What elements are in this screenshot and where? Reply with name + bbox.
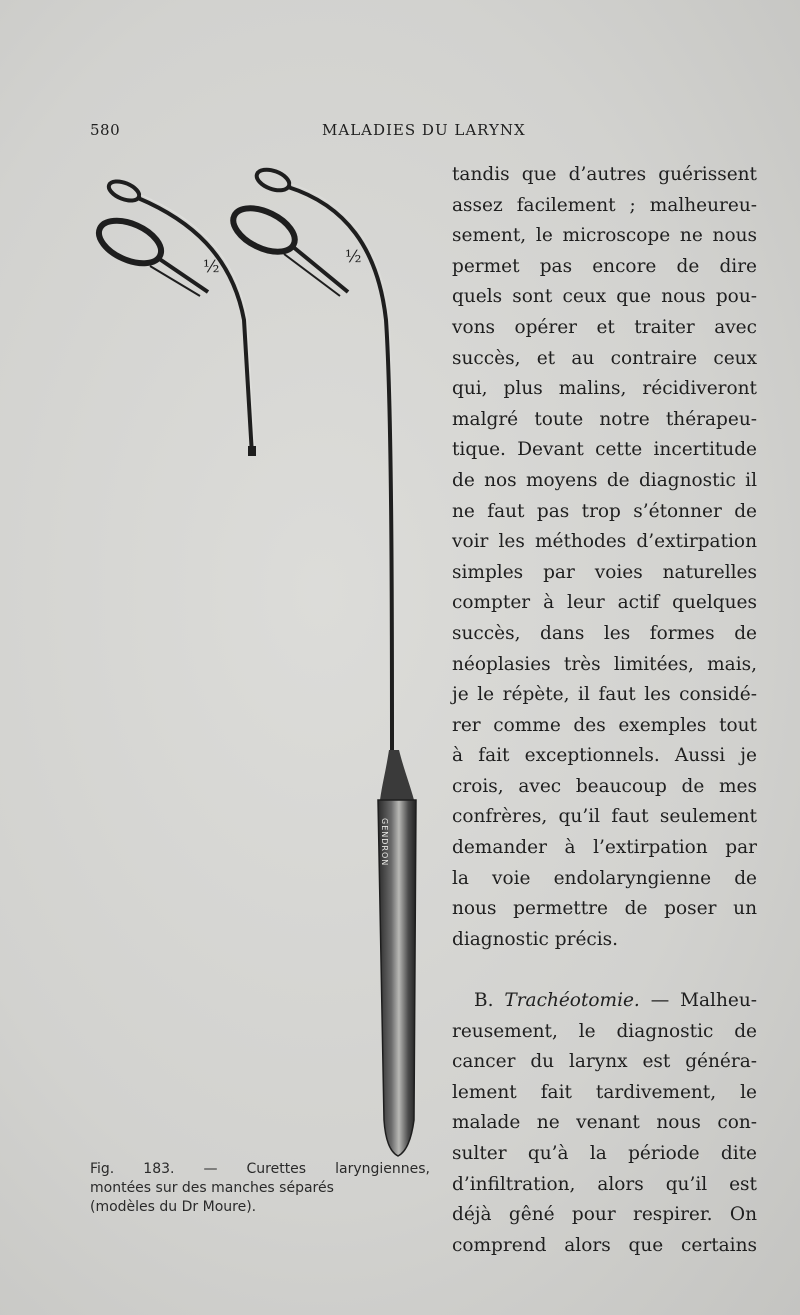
scale-label-large: ½ (345, 247, 362, 267)
text-line: tique. Devant cette incertitude (452, 439, 757, 461)
section-letter: B. (474, 990, 505, 1012)
text-line: vons opérer et traiter avec (452, 316, 757, 338)
text-line: cancer du larynx est généra- (452, 1051, 757, 1073)
paragraph-2 (452, 1017, 757, 1262)
text-line: diagnostic précis. (452, 928, 619, 950)
text-line: assez facilement ; malheureu- (452, 194, 757, 216)
text-line: sulter qu’à la période dite (452, 1143, 757, 1164)
text-line: malgré toute notre thérapeu- (452, 408, 757, 430)
text-line: permet pas encore de dire (452, 255, 757, 277)
section-heading: Trachéotomie. (504, 990, 640, 1012)
text-line: succès, et au contraire ceux (452, 347, 757, 369)
text-line: lement fait tardivement, le (452, 1081, 757, 1103)
caption-line: Fig. 183. — Curettes laryngiennes, (90, 1161, 430, 1177)
text-line: malade ne venant nous con- (452, 1112, 757, 1134)
large-curette (254, 166, 416, 1156)
text-line: compter à leur actif quelques (452, 592, 757, 614)
text-line: d’infiltration, alors qu’il est (452, 1173, 757, 1195)
text-line: comprend alors que certains (452, 1234, 757, 1256)
text-line: reusement, le diagnostic de (452, 1020, 757, 1042)
text-line: de nos moyens de diagnostic il (452, 469, 757, 491)
caption-line: montées sur des manches séparés (90, 1180, 334, 1196)
body-text (452, 160, 757, 1261)
text-line: quels sont ceux que nous pou- (452, 286, 757, 308)
paragraph-1 (452, 160, 757, 955)
text-line: néoplasies très limitées, mais, (452, 653, 757, 675)
text-line: rer comme des exemples tout (452, 714, 757, 736)
small-curette-detail-loop (93, 212, 208, 296)
text-line: crois, avec beaucoup de mes (452, 775, 757, 797)
text-line: déjà gêné pour respirer. On (452, 1204, 757, 1226)
text-line: à fait exceptionnels. Aussi je (452, 745, 757, 767)
figure-caption (90, 1160, 430, 1217)
heading-continuation: — Malheu- (639, 990, 758, 1012)
text-line: nous permettre de poser un (452, 898, 757, 920)
running-head: MALADIES DU LARYNX (322, 121, 526, 139)
text-line: qui, plus malins, récidiveront (452, 378, 757, 400)
text-line: sement, le microscope ne nous (452, 225, 757, 247)
text-line: tandis que d’autres guérissent (452, 164, 757, 185)
text-line: simples par voies naturelles (452, 561, 757, 583)
text-line: voir les méthodes d’extirpation (452, 531, 757, 553)
page-number: 580 (90, 121, 121, 139)
paragraph-2-first-line (452, 986, 757, 1017)
text-line: la voie endolaryngienne de (452, 867, 757, 889)
large-curette-detail-loop (226, 199, 348, 296)
text-line: confrères, qu’il faut seulement (452, 806, 757, 828)
caption-line: (modèles du Dr Moure). (90, 1199, 257, 1215)
handle-brand-mark: GENDRON (380, 818, 389, 867)
scale-label-small: ½ (203, 257, 220, 277)
text-line: je le répète, il faut les considé- (452, 684, 757, 706)
text-line: demander à l’extirpation par (452, 837, 757, 859)
text-line: ne faut pas trop s’étonner de (452, 500, 757, 522)
text-line: succès, dans les formes de (452, 622, 757, 644)
curettes-illustration (0, 150, 450, 1170)
